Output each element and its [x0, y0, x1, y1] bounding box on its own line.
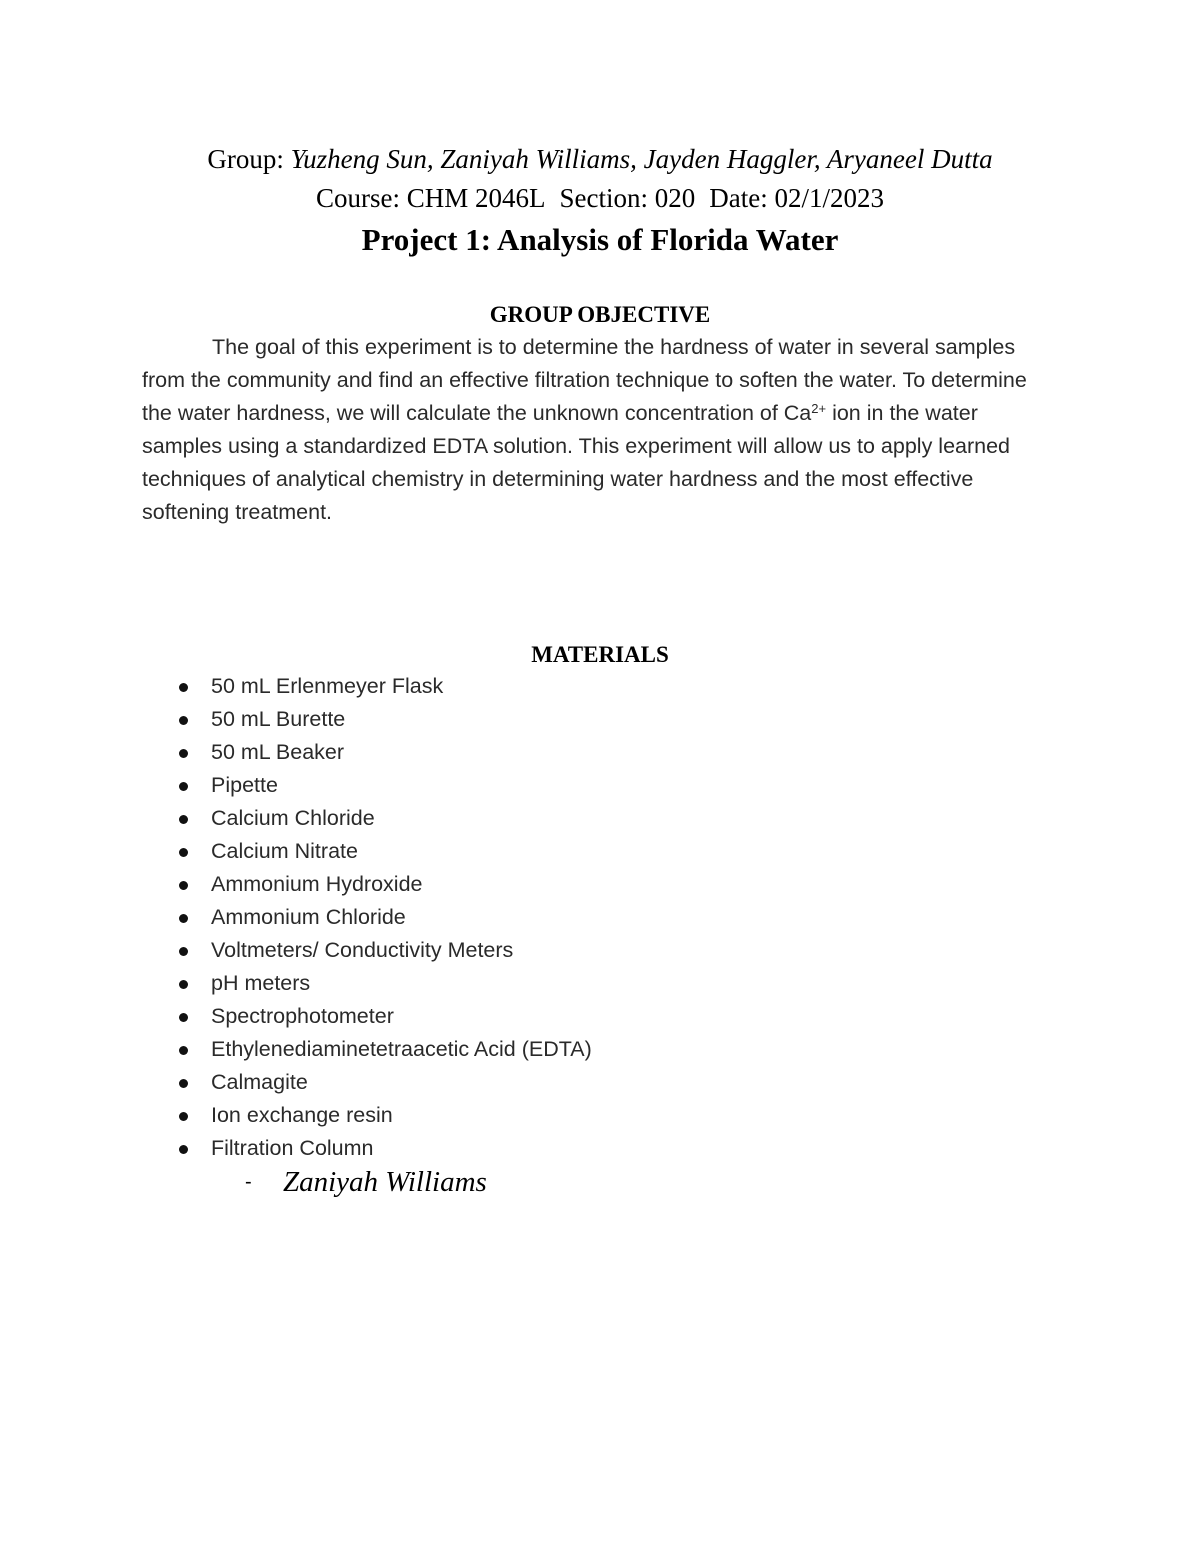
bullet-icon: [179, 914, 188, 923]
material-label: Filtration Column: [211, 1136, 374, 1160]
bullet-icon: [179, 782, 188, 791]
objective-text-part1: The goal of this experiment is to determine the hardness of water in several samples from the community and find an effective filtration technique to soften the water. To determine the water hardness, we will calculate the unknown concentration of Ca: [142, 335, 1027, 425]
bullet-icon: [179, 881, 188, 890]
objective-heading: GROUP OBJECTIVE: [489, 302, 711, 327]
group-label: Group:: [207, 144, 284, 174]
bullet-icon: [179, 1112, 188, 1121]
signature-line: [245, 1166, 487, 1199]
bullet-icon: [179, 1046, 188, 1055]
bullet-icon: [179, 980, 188, 989]
material-label: Ammonium Chloride: [211, 905, 406, 929]
material-label: 50 mL Burette: [211, 707, 346, 731]
bullet-icon: [179, 1013, 188, 1022]
material-label: Spectrophotometer: [211, 1004, 394, 1028]
materials-heading: MATERIALS: [531, 642, 669, 667]
report-date: Date: 02/1/2023: [709, 183, 884, 213]
bullet-icon: [179, 815, 188, 824]
bullet-icon: [179, 683, 188, 692]
bullet-icon: [179, 1145, 188, 1154]
page-title: Project 1: Analysis of Florida Water: [361, 222, 839, 257]
material-label: Calcium Chloride: [211, 806, 375, 830]
material-label: pH meters: [211, 971, 311, 995]
charge-superscript: 2+: [811, 401, 827, 416]
bullet-icon: [179, 848, 188, 857]
section-number: Section: 020: [559, 183, 696, 213]
material-label: Voltmeters/ Conductivity Meters: [211, 938, 514, 962]
bullet-icon: [179, 749, 188, 758]
signature-dash: -: [245, 1171, 252, 1193]
objective-text-part2: ion in the water samples using a standardized EDTA solution. This experiment will allow us to apply learned techniques of analytical chemistry in determining water hardness and the most effective softening treatment.: [142, 401, 1011, 524]
material-label: Calcium Nitrate: [211, 839, 358, 863]
bullet-icon: [179, 716, 188, 725]
course-code: Course: CHM 2046L: [316, 183, 546, 213]
material-label: Ion exchange resin: [211, 1103, 393, 1127]
material-label: Pipette: [211, 773, 278, 797]
material-label: 50 mL Erlenmeyer Flask: [211, 674, 444, 698]
group-members: Yuzheng Sun, Zaniyah Williams, Jayden Haggler, Aryaneel Dutta: [290, 144, 993, 174]
material-label: Ethylenediaminetetraacetic Acid (EDTA): [211, 1037, 592, 1061]
course-info-line: [0, 181, 1200, 215]
material-label: Ammonium Hydroxide: [211, 872, 423, 896]
material-label: 50 mL Beaker: [211, 740, 345, 764]
objective-paragraph: [142, 331, 1062, 529]
material-label: Calmagite: [211, 1070, 308, 1094]
group-line: [0, 142, 1200, 176]
bullet-icon: [179, 1079, 188, 1088]
signature-name: Zaniyah Williams: [283, 1166, 487, 1198]
bullet-icon: [179, 947, 188, 956]
